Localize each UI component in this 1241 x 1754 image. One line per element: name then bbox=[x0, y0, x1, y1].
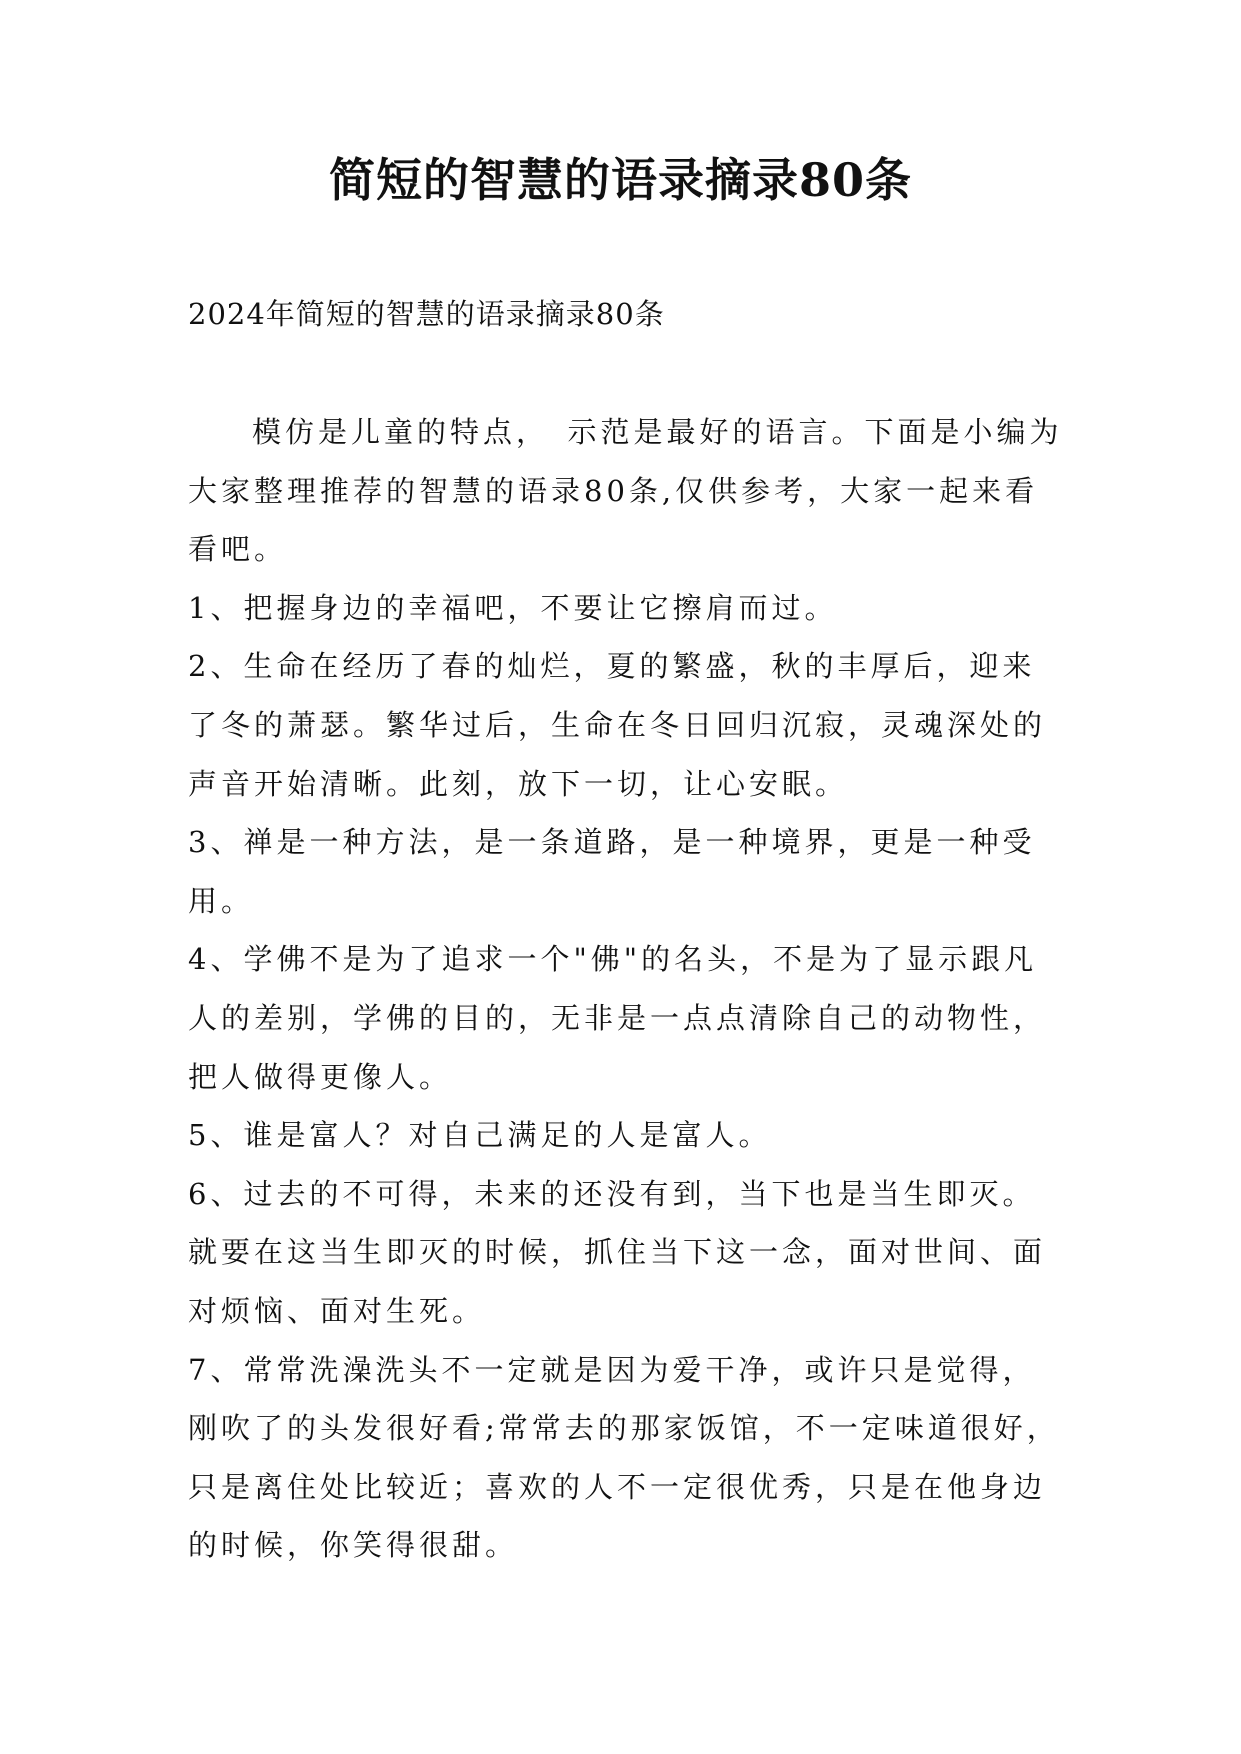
intro-paragraph: 模仿是儿童的特点， 示范是最好的语言。下面是小编为大家整理推荐的智慧的语录80条,仅供参考，大家一起来看看吧。 bbox=[188, 415, 1063, 567]
quote-item-3: 3、禅是一种方法，是一条道路，是一种境界，更是一种受用。 bbox=[188, 825, 1036, 918]
quote-item-7: 7、常常洗澡洗头不一定就是因为爱干净，或许只是觉得，刚吹了的头发很好看;常常去的那家饭馆，不一定味道很好，只是离住处比较近；喜欢的人不一定很优秀，只是在他身边的时候，你笑得很甜。 bbox=[188, 1352, 1060, 1563]
quote-item-2: 2、生命在经历了春的灿烂，夏的繁盛，秋的丰厚后，迎来了冬的萧瑟。繁华过后，生命在冬日回归沉寂，灵魂深处的声音开始清晰。此刻，放下一切，让心安眠。 bbox=[188, 649, 1047, 801]
quote-item-6: 6、过去的不可得，未来的还没有到，当下也是当生即灭。就要在这当生即灭的时候，抓住当下这一念，面对世间、面对烦恼、面对生死。 bbox=[188, 1176, 1047, 1328]
quote-item-5: 5、谁是富人？对自己满足的人是富人。 bbox=[188, 1118, 772, 1153]
document-title: 简短的智慧的语录摘录80条 bbox=[328, 153, 912, 207]
quote-item-1: 1、把握身边的幸福吧，不要让它擦肩而过。 bbox=[188, 590, 838, 625]
document-body bbox=[188, 403, 1068, 1575]
document-subtitle: 2024年简短的智慧的语录摘录80条 bbox=[188, 297, 665, 331]
quote-item-4: 4、学佛不是为了追求一个"佛"的名头，不是为了显示跟凡人的差别，学佛的目的，无非是一点点清除自己的动物性，把人做得更像人。 bbox=[188, 942, 1047, 1094]
